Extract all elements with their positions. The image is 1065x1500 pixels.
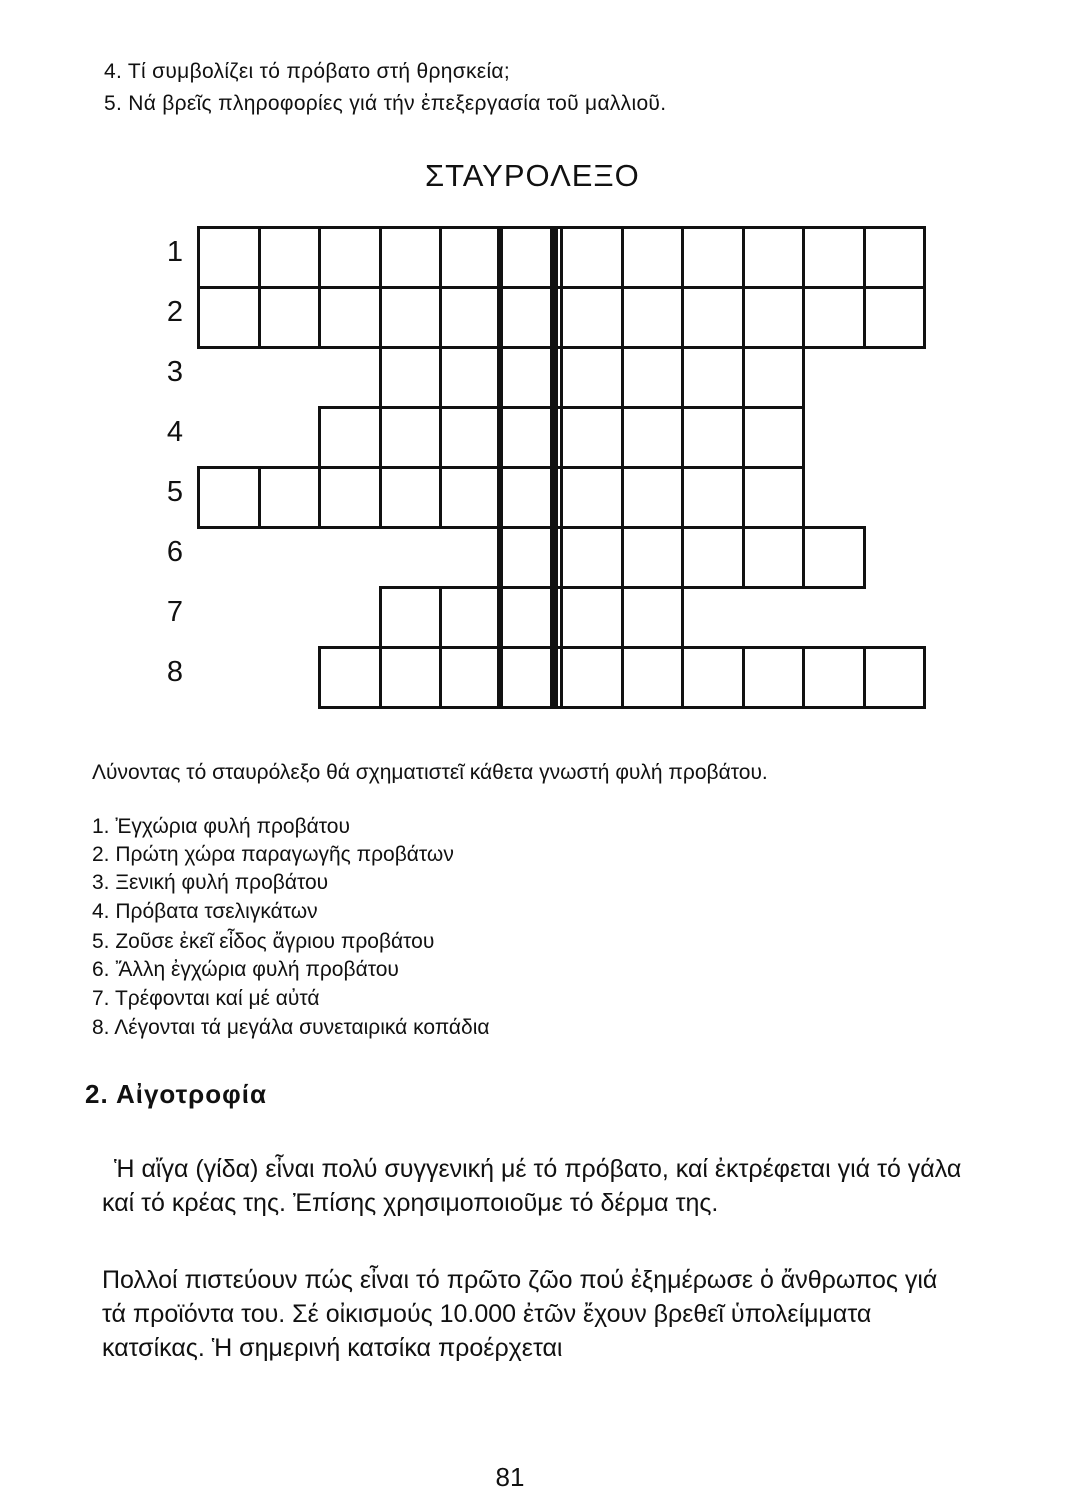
crossword-cell[interactable]	[197, 226, 261, 289]
crossword-cell[interactable]	[379, 406, 443, 469]
crossword-cell[interactable]	[560, 466, 624, 529]
crossword-cell[interactable]	[560, 646, 624, 709]
question-text: Τί συμβολίζει τό πρόβατο στή θρησκεία;	[127, 60, 510, 83]
crossword-cell[interactable]	[742, 466, 806, 529]
clue-4	[92, 900, 318, 924]
crossword-cell[interactable]	[621, 466, 685, 529]
crossword-cell[interactable]	[863, 646, 927, 709]
question-number: 5.	[104, 92, 123, 115]
crossword-cell[interactable]	[621, 226, 685, 289]
crossword-cell[interactable]	[379, 646, 443, 709]
crossword-cell[interactable]	[863, 226, 927, 289]
clue-number: 1.	[92, 815, 110, 838]
crossword-row-number: 8	[166, 656, 184, 688]
clue-6	[92, 958, 399, 982]
clue-text: Λέγονται τά μεγάλα συνεταιρικά κοπάδια	[114, 1016, 490, 1039]
crossword-intro: Λύνοντας τό σταυρόλεξο θά σχηματιστεῖ κάθετα γνωστή φυλή προβάτου.	[92, 761, 768, 784]
clue-1	[92, 815, 350, 839]
question-4	[104, 60, 510, 84]
crossword-cell[interactable]	[197, 286, 261, 349]
crossword-row-number: 1	[166, 236, 184, 268]
page-number: 81	[495, 1462, 525, 1492]
crossword-cell[interactable]	[681, 466, 745, 529]
clue-text: Ξενική φυλή προβάτου	[115, 871, 329, 894]
crossword-cell[interactable]	[560, 406, 624, 469]
crossword-cell[interactable]	[560, 586, 624, 649]
crossword-cell[interactable]	[258, 286, 322, 349]
paragraph-1: Ἡ αἴγα (γίδα) εἶναι πολύ συγγενική μέ τό πρόβατο, καί ἐκτρέφεται γιά τό γάλα καί τό κρέας της. Ἐπίσης χρησιμοποιοῦμε τό δέρμα της.	[102, 1155, 962, 1217]
crossword-cell[interactable]	[439, 286, 503, 349]
crossword-cell[interactable]	[802, 526, 866, 589]
crossword-cell[interactable]	[621, 286, 685, 349]
crossword-cell[interactable]	[318, 286, 382, 349]
crossword-cell[interactable]	[742, 346, 806, 409]
section-title: Αἰγοτροφία	[115, 1079, 267, 1109]
clue-text: Ζοῦσε ἐκεῖ εἶδος ἄγριου προβάτου	[115, 930, 435, 953]
clue-number: 6.	[92, 958, 110, 981]
clue-number: 3.	[92, 871, 110, 894]
crossword-cell[interactable]	[681, 226, 745, 289]
clue-7	[92, 987, 320, 1011]
crossword-row-number: 4	[166, 416, 184, 448]
crossword-cell[interactable]	[379, 346, 443, 409]
crossword-cell[interactable]	[560, 286, 624, 349]
crossword-cell[interactable]	[258, 226, 322, 289]
section-number: 2.	[85, 1079, 109, 1109]
clue-2	[92, 843, 454, 867]
crossword-cell[interactable]	[379, 466, 443, 529]
crossword-row-number: 7	[166, 596, 184, 628]
crossword-cell[interactable]	[742, 526, 806, 589]
crossword-cell[interactable]	[681, 286, 745, 349]
crossword-cell[interactable]	[681, 646, 745, 709]
crossword-cell[interactable]	[621, 526, 685, 589]
question-number: 4.	[104, 60, 123, 83]
clue-text: Ἐγχώρια φυλή προβάτου	[115, 815, 350, 838]
clue-number: 7.	[92, 987, 110, 1010]
crossword-cell[interactable]	[439, 586, 503, 649]
crossword-cell[interactable]	[258, 466, 322, 529]
clue-number: 5.	[92, 930, 110, 953]
crossword-cell[interactable]	[439, 646, 503, 709]
crossword-cell[interactable]	[802, 226, 866, 289]
question-5	[104, 92, 666, 116]
crossword-cell[interactable]	[197, 466, 261, 529]
crossword-cell[interactable]	[560, 226, 624, 289]
question-text: Νά βρεῖς πληροφορίες γιά τήν ἐπεξεργασία τοῦ μαλλιοῦ.	[128, 92, 667, 115]
crossword-cell[interactable]	[863, 286, 927, 349]
crossword-highlight-column	[550, 226, 558, 708]
crossword-cell[interactable]	[318, 406, 382, 469]
crossword-row-number: 2	[166, 296, 184, 328]
crossword-cell[interactable]	[439, 226, 503, 289]
crossword-row-number: 6	[166, 536, 184, 568]
clue-8	[92, 1016, 490, 1040]
crossword-cell[interactable]	[379, 226, 443, 289]
crossword-row-number: 5	[166, 476, 184, 508]
clue-text: Ἄλλη ἐγχώρια φυλή προβάτου	[115, 958, 399, 981]
crossword-cell[interactable]	[802, 286, 866, 349]
crossword-cell[interactable]	[379, 286, 443, 349]
clue-text: Πρόβατα τσελιγκάτων	[115, 900, 318, 923]
clue-3	[92, 871, 328, 895]
crossword-cell[interactable]	[742, 226, 806, 289]
crossword-cell[interactable]	[621, 586, 685, 649]
crossword-cell[interactable]	[621, 646, 685, 709]
crossword-cell[interactable]	[681, 406, 745, 469]
crossword-cell[interactable]	[681, 526, 745, 589]
section-heading	[85, 1079, 267, 1110]
crossword-cell[interactable]	[318, 226, 382, 289]
clue-text: Τρέφονται καί μέ αὐτά	[114, 987, 320, 1010]
clue-number: 8.	[92, 1016, 110, 1039]
crossword-column-line	[497, 226, 502, 708]
crossword-cell[interactable]	[742, 286, 806, 349]
crossword-cell[interactable]	[802, 646, 866, 709]
crossword-cell[interactable]	[621, 346, 685, 409]
crossword-cell[interactable]	[560, 526, 624, 589]
crossword-cell[interactable]	[439, 466, 503, 529]
crossword-cell[interactable]	[742, 406, 806, 469]
crossword-cell[interactable]	[439, 406, 503, 469]
crossword-cell[interactable]	[681, 346, 745, 409]
crossword-row-number: 3	[166, 356, 184, 388]
paragraph-2: Πολλοί πιστεύουν πώς εἶναι τό πρῶτο ζῶο πού ἐξημέρωσε ὁ ἄνθρωπος γιά τά προϊόντα του. Σέ οἰκισμούς 10.000 ἐτῶν ἔχουν βρεθεῖ ὑπολείμματα κατσίκας. Ἡ σημερινή κατσίκα προέρχεται	[102, 1266, 938, 1362]
crossword-cell[interactable]	[560, 346, 624, 409]
crossword-cell[interactable]	[742, 646, 806, 709]
clue-number: 4.	[92, 900, 110, 923]
crossword-cell[interactable]	[318, 646, 382, 709]
clue-number: 2.	[92, 843, 110, 866]
crossword-cell[interactable]	[379, 586, 443, 649]
crossword-cell[interactable]	[318, 466, 382, 529]
crossword-cell[interactable]	[621, 406, 685, 469]
crossword-title: ΣΤΑΥΡΟΛΕΞΟ	[425, 158, 640, 193]
clue-5	[92, 930, 434, 954]
crossword-cell[interactable]	[439, 346, 503, 409]
clue-text: Πρώτη χώρα παραγωγῆς προβάτων	[115, 843, 454, 866]
